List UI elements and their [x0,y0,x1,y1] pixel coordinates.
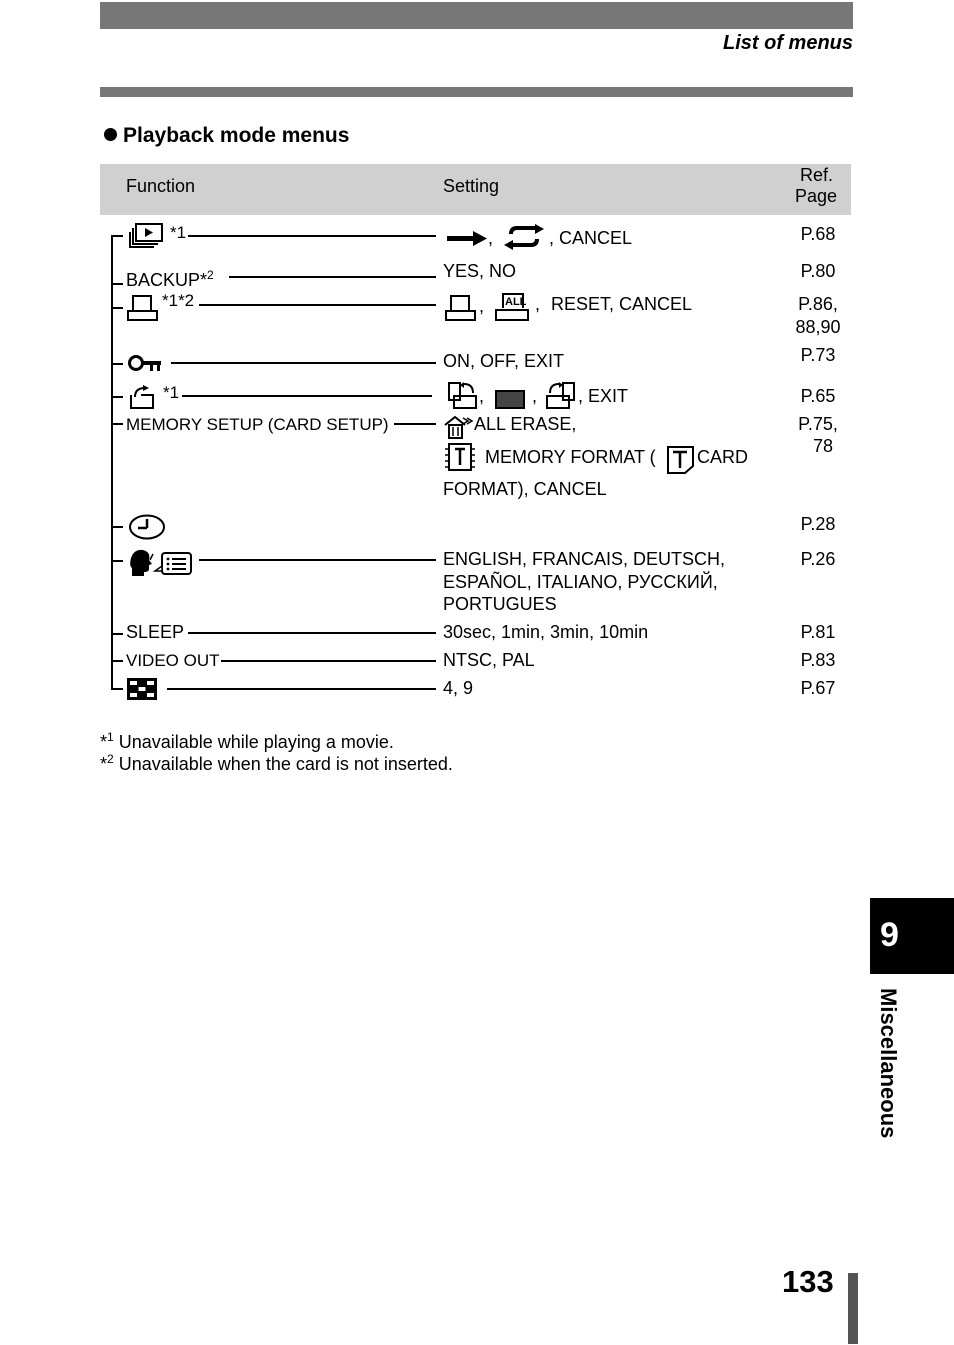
setting-text: FORMAT), CANCEL [443,479,607,499]
header-top-bar [100,2,853,29]
header-title: List of menus [722,32,853,54]
section-title: Playback mode menus [104,124,349,148]
ref-page: P.65 [800,386,836,406]
rotate-right-icon [545,382,577,410]
protect-key-icon [128,355,162,373]
setting-text: , CANCEL [549,228,633,248]
function-memory-setup: MEMORY SETUP (CARD SETUP) [126,415,389,434]
setting-text: CARD [697,447,749,467]
tree-vertical-line [111,235,113,689]
setting-text: ALL ERASE, [474,414,577,434]
function-backup: BACKUP*$^2$ [126,268,214,290]
leader-line [167,688,436,690]
table-header [100,164,851,215]
tree-tick [111,526,123,528]
leader-line [171,362,436,364]
leader-line [182,395,432,397]
print-order-icon [445,295,477,321]
ref-page: P.81 [800,622,836,642]
tree-tick [111,307,123,309]
setting-text: NTSC, PAL [443,650,535,670]
index-display-icon [127,678,157,700]
leader-line [221,660,436,662]
svg-text:ALL: ALL [505,296,527,308]
clock-icon [128,514,166,540]
leader-line [394,423,436,425]
chapter-label: Miscellaneous [876,988,901,1139]
leader-line [199,559,436,561]
tree-tick [111,396,123,398]
setting-text: YES, NO [443,261,517,281]
chapter-number: 9 [880,916,899,954]
ref-page: P.75, [798,414,838,434]
page-number-bar [848,1273,858,1344]
leader-line [199,304,436,306]
erase-all-icon [443,416,473,440]
footnote-1: *$^1$ Unavailable while playing a movie. [100,730,394,752]
tree-tick [111,283,123,285]
leader-line [188,235,436,237]
ref-page: P.68 [800,224,836,244]
slideshow-icon [130,223,164,249]
leader-line [188,632,436,634]
col-ref-1: Ref. [800,165,834,185]
tree-tick [111,235,123,237]
setting-text: RESET, CANCEL [551,294,693,314]
setting-text: ON, OFF, EXIT [443,351,565,371]
function-sup: *1 [163,383,180,402]
function-sleep: SLEEP [126,622,185,642]
setting-text: 4, 9 [443,678,474,698]
ref-page-cont: 88,90 [795,317,841,337]
print-order-icon [127,295,159,321]
page-number: 133 [782,1264,834,1299]
setting-text: PORTUGUES [443,594,557,614]
setting-comma: , [479,296,485,316]
setting-comma: , [532,386,538,406]
ref-page: P.86, [798,294,838,314]
ref-page: P.80 [800,261,836,281]
rotate-icon [129,385,157,409]
rotate-none-icon [495,390,525,409]
function-video-out: VIDEO OUT [126,651,220,670]
tree-tick [111,363,123,365]
ref-page: P.28 [800,514,836,534]
footnote-2: *$^2$ Unavailable when the card is not inserted. [100,752,453,774]
leader-line [229,276,436,278]
ref-page: P.73 [800,345,836,365]
setting-text: ENGLISH, FRANCAIS, DEUTSCH, [443,549,726,569]
setting-text: , EXIT [578,386,629,406]
ref-page: P.67 [800,678,836,698]
setting-text: MEMORY FORMAT ( [485,447,656,467]
col-function: Function [126,176,196,196]
rotate-left-icon [446,382,478,410]
repeat-icon [503,224,545,250]
ref-page: P.26 [800,549,836,569]
tree-tick [111,660,123,662]
setting-text: ESPAÑOL, ITALIANO, РУССКИЙ, [443,572,718,592]
function-sup: *1 [170,223,187,242]
memory-format-icon [445,443,475,471]
header-bottom-bar [100,87,853,97]
bullet-icon [104,128,117,141]
col-setting: Setting [443,176,500,196]
chapter-tab [870,898,954,974]
setting-comma: , [488,228,494,248]
ref-page: P.83 [800,650,836,670]
function-sup: *1*2 [162,291,195,310]
setting-comma: , [535,294,541,314]
language-icon [129,548,193,578]
ref-page-cont: 78 [812,436,834,456]
tree-tick [111,560,123,562]
print-all-icon [495,292,531,322]
card-format-icon [667,446,694,474]
col-ref-2: Page [795,186,838,206]
setting-text: 30sec, 1min, 3min, 10min [443,622,649,642]
tree-tick [111,633,123,635]
arrow-right-icon [447,230,487,248]
tree-tick [111,423,123,425]
setting-comma: , [479,386,485,406]
tree-tick [111,688,123,690]
